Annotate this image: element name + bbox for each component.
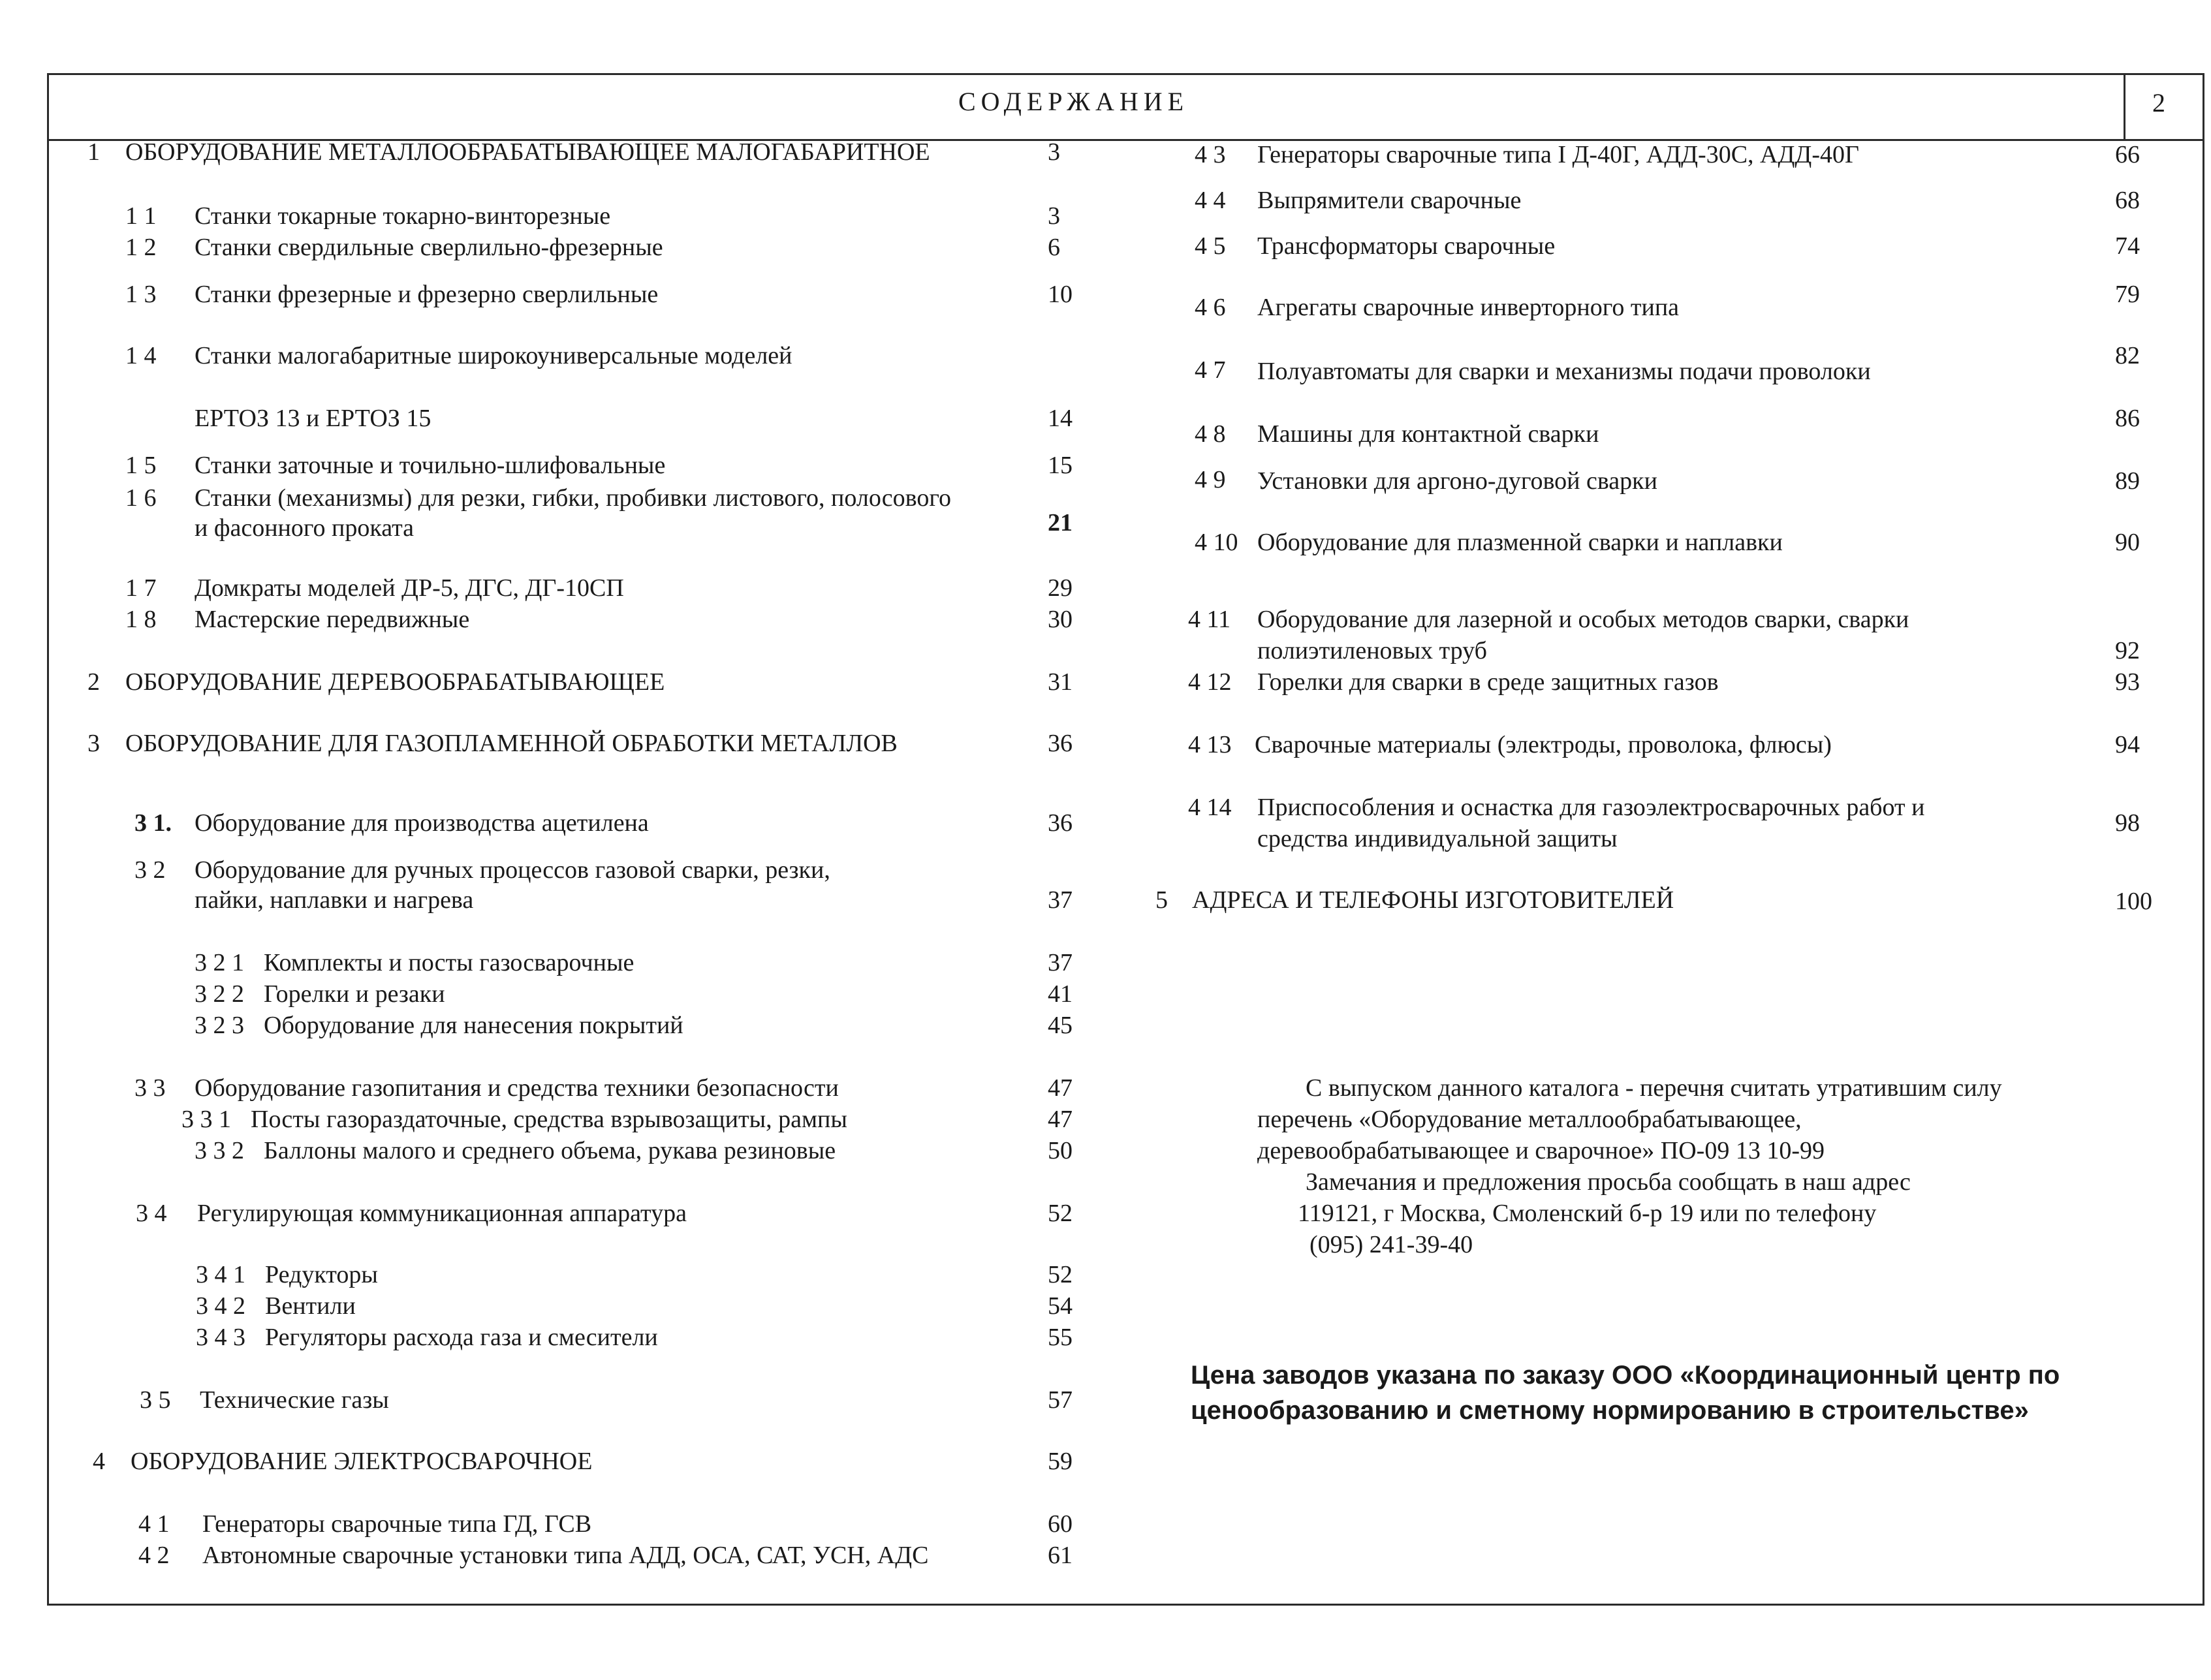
toc-page: 41 <box>1048 980 1073 1008</box>
toc-number: 1 8 <box>125 606 157 633</box>
toc-number: 3 4 1 <box>196 1261 245 1288</box>
toc-number: 1 1 <box>125 202 157 230</box>
toc-title: Агрегаты сварочные инверторного типа <box>1257 294 1680 321</box>
toc-title: ЕРТОЗ 13 и ЕРТОЗ 15 <box>195 405 431 432</box>
toc-page: 31 <box>1048 668 1073 696</box>
toc-page: 82 <box>2115 342 2140 369</box>
toc-page: 61 <box>1048 1542 1073 1569</box>
toc-title: Установки для аргоно-дуговой сварки <box>1257 467 1657 495</box>
toc-page: 6 <box>1048 234 1060 261</box>
toc-page: 59 <box>1048 1448 1073 1475</box>
toc-number: 3 4 3 <box>196 1324 245 1351</box>
toc-page: 92 <box>2115 637 2140 664</box>
toc-page: 52 <box>1048 1261 1073 1288</box>
toc-number: 4 11 <box>1188 606 1231 633</box>
toc-number: 3 2 3 <box>195 1012 244 1039</box>
toc-page: 47 <box>1048 1074 1073 1102</box>
toc-page: 74 <box>2115 232 2140 260</box>
toc-page: 14 <box>1048 405 1073 432</box>
toc-page: 79 <box>2115 281 2140 308</box>
toc-page: 3 <box>1048 202 1060 230</box>
toc-title: Станки токарные токарно-винторезные <box>195 202 611 230</box>
toc-title: Сварочные материалы (электроды, проволока, флюсы) <box>1255 731 1832 758</box>
toc-title: Станки фрезерные и фрезерно сверлильные <box>195 281 659 308</box>
toc-title: ОБОРУДОВАНИЕ ДЛЯ ГАЗОПЛАМЕННОЙ ОБРАБОТКИ МЕТАЛЛОВ <box>125 730 898 757</box>
toc-page: 89 <box>2115 467 2140 495</box>
toc-page: 36 <box>1048 809 1073 837</box>
toc-page: 57 <box>1048 1386 1073 1414</box>
toc-page: 15 <box>1048 452 1073 479</box>
toc-number: 3 2 1 <box>195 949 244 976</box>
note-line: перечень «Оборудование металлообрабатывающее, <box>1257 1106 1802 1133</box>
toc-page: 30 <box>1048 606 1073 633</box>
toc-title: Полуавтоматы для сварки и механизмы подачи проволоки <box>1257 358 1871 385</box>
toc-title: Посты газораздаточные, средства взрывозащиты, рампы <box>251 1106 847 1133</box>
toc-title: ОБОРУДОВАНИЕ ДЕРЕВООБРАБАТЫВАЮЩЕЕ <box>125 668 665 696</box>
toc-title: Генераторы сварочные типа I Д-40Г, АДД-30С, АДД-40Г <box>1257 141 1859 168</box>
toc-title: Оборудование для производства ацетилена <box>195 809 649 837</box>
toc-title: Машины для контактной сварки <box>1257 420 1599 448</box>
toc-title: Автономные сварочные установки типа АДД, ОСА, САТ, УСН, АДС <box>202 1542 929 1569</box>
toc-title: Оборудование для ручных процессов газовой сварки, резки, <box>195 856 830 884</box>
note-line: 119121, г Москва, Смоленский б-р 19 или по телефону <box>1298 1200 1877 1227</box>
toc-number: 4 14 <box>1188 794 1232 821</box>
toc-title: Регулирующая коммуникационная аппаратура <box>197 1200 687 1227</box>
toc-title: ОБОРУДОВАНИЕ ЭЛЕКТРОСВАРОЧНОЕ <box>131 1448 593 1475</box>
toc-page: 54 <box>1048 1292 1073 1320</box>
toc-page: 37 <box>1048 949 1073 976</box>
toc-number: 4 9 <box>1195 466 1226 493</box>
toc-number: 3 5 <box>140 1386 171 1414</box>
toc-number: 2 <box>87 668 100 696</box>
toc-title: Мастерские передвижные <box>195 606 470 633</box>
toc-title: Оборудование газопитания и средства техники безопасности <box>195 1074 839 1102</box>
toc-title: Домкраты моделей ДР-5, ДГС, ДГ-10СП <box>195 574 624 602</box>
toc-number: 4 3 <box>1195 141 1226 168</box>
toc-number: 3 4 <box>136 1200 167 1227</box>
toc-number: 1 6 <box>125 484 157 512</box>
note-line: С выпуском данного каталога - перечня считать утратившим силу <box>1306 1074 2002 1102</box>
toc-number: 4 7 <box>1195 356 1226 384</box>
toc-number: 3 1. <box>134 809 172 837</box>
toc-title: Станки свердильные сверлильно-фрезерные <box>195 234 663 261</box>
toc-number: 1 7 <box>125 574 157 602</box>
toc-number: 3 3 1 <box>181 1106 231 1133</box>
toc-page: 21 <box>1048 509 1073 537</box>
toc-page: 86 <box>2115 405 2140 432</box>
toc-page: 36 <box>1048 730 1073 757</box>
toc-title: Выпрямители сварочные <box>1257 187 1522 214</box>
toc-title: ОБОРУДОВАНИЕ МЕТАЛЛООБРАБАТЫВАЮЩЕЕ МАЛОГАБАРИТНОЕ <box>125 138 930 166</box>
toc-number: 4 8 <box>1195 420 1226 448</box>
price-note-line: ценообразованию и сметному нормированию в строительстве» <box>1191 1396 2029 1425</box>
toc-number: 3 <box>87 730 100 757</box>
toc-number: 3 4 2 <box>196 1292 245 1320</box>
toc-title: Оборудование для лазерной и особых методов сварки, сварки <box>1257 606 1909 633</box>
toc-number: 1 4 <box>125 342 157 369</box>
price-note-line: Цена заводов указана по заказу ООО «Координационный центр по <box>1191 1361 2060 1390</box>
toc-number: 1 3 <box>125 281 157 308</box>
note-line: (095) 241-39-40 <box>1309 1231 1473 1258</box>
toc-number: 4 4 <box>1195 187 1226 214</box>
toc-number: 3 2 <box>134 856 166 884</box>
toc-title: Приспособления и оснастка для газоэлектросварочных работ и <box>1257 794 1925 821</box>
toc-number: 4 6 <box>1195 294 1226 321</box>
toc-number: 4 10 <box>1195 529 1238 556</box>
toc-title: Горелки для сварки в среде защитных газов <box>1257 668 1719 696</box>
toc-title: Комплекты и посты газосварочные <box>264 949 635 976</box>
toc-title: Баллоны малого и среднего объема, рукава резиновые <box>264 1137 836 1164</box>
toc-number: 1 2 <box>125 234 157 261</box>
toc-page: 60 <box>1048 1510 1073 1538</box>
page-number: 2 <box>2152 88 2165 117</box>
toc-page: 52 <box>1048 1200 1073 1227</box>
toc-number: 4 5 <box>1195 232 1226 260</box>
toc-title: Регуляторы расхода газа и смесители <box>265 1324 658 1351</box>
toc-title: АДРЕСА И ТЕЛЕФОНЫ ИЗГОТОВИТЕЛЕЙ <box>1192 886 1674 914</box>
toc-page: 98 <box>2115 809 2140 837</box>
toc-number: 5 <box>1155 886 1168 914</box>
toc-page: 47 <box>1048 1106 1073 1133</box>
toc-page: 37 <box>1048 886 1073 914</box>
toc-page: 3 <box>1048 138 1060 166</box>
toc-title: пайки, наплавки и нагрева <box>195 886 474 914</box>
toc-number: 4 13 <box>1188 731 1232 758</box>
toc-number: 3 2 2 <box>195 980 244 1008</box>
toc-title: Генераторы сварочные типа ГД, ГСВ <box>202 1510 592 1538</box>
toc-page: 94 <box>2115 731 2140 758</box>
toc-title: Вентили <box>265 1292 356 1320</box>
toc-page: 55 <box>1048 1324 1073 1351</box>
toc-title: Станки заточные и точильно-шлифовальные <box>195 452 666 479</box>
toc-number: 4 <box>93 1448 105 1475</box>
toc-page: 10 <box>1048 281 1073 308</box>
toc-page: 45 <box>1048 1012 1073 1039</box>
toc-title: Станки малогабаритные широкоуниверсальные моделей <box>195 342 792 369</box>
toc-title: Технические газы <box>200 1386 389 1414</box>
toc-page: 50 <box>1048 1137 1073 1164</box>
toc-title: Оборудование для плазменной сварки и наплавки <box>1257 529 1783 556</box>
toc-title: и фасонного проката <box>195 514 415 542</box>
toc-title: Редукторы <box>265 1261 378 1288</box>
toc-page: 29 <box>1048 574 1073 602</box>
toc-page: 66 <box>2115 141 2140 168</box>
toc-number: 1 <box>87 138 100 166</box>
toc-number: 3 3 2 <box>195 1137 244 1164</box>
toc-title: Горелки и резаки <box>264 980 445 1008</box>
toc-number: 4 1 <box>138 1510 170 1538</box>
toc-page: 90 <box>2115 529 2140 556</box>
toc-page: 100 <box>2115 888 2152 915</box>
toc-number: 1 5 <box>125 452 157 479</box>
toc-title: средства индивидуальной защиты <box>1257 825 1618 852</box>
toc-title: Станки (механизмы) для резки, гибки, пробивки листового, полосового <box>195 484 951 512</box>
toc-page: 68 <box>2115 187 2140 214</box>
toc-page: 93 <box>2115 668 2140 696</box>
page-title: СОДЕРЖАНИЕ <box>958 87 1189 116</box>
toc-title: полиэтиленовых труб <box>1257 637 1487 664</box>
toc-title: Оборудование для нанесения покрытий <box>264 1012 683 1039</box>
toc-number: 4 12 <box>1188 668 1232 696</box>
toc-title: Трансформаторы сварочные <box>1257 232 1556 260</box>
toc-number: 4 2 <box>138 1542 170 1569</box>
note-line: деревообрабатывающее и сварочное» ПО-09 13 10-99 <box>1257 1137 1825 1164</box>
note-line: Замечания и предложения просьба сообщать в наш адрес <box>1306 1168 1911 1196</box>
toc-number: 3 3 <box>134 1074 166 1102</box>
